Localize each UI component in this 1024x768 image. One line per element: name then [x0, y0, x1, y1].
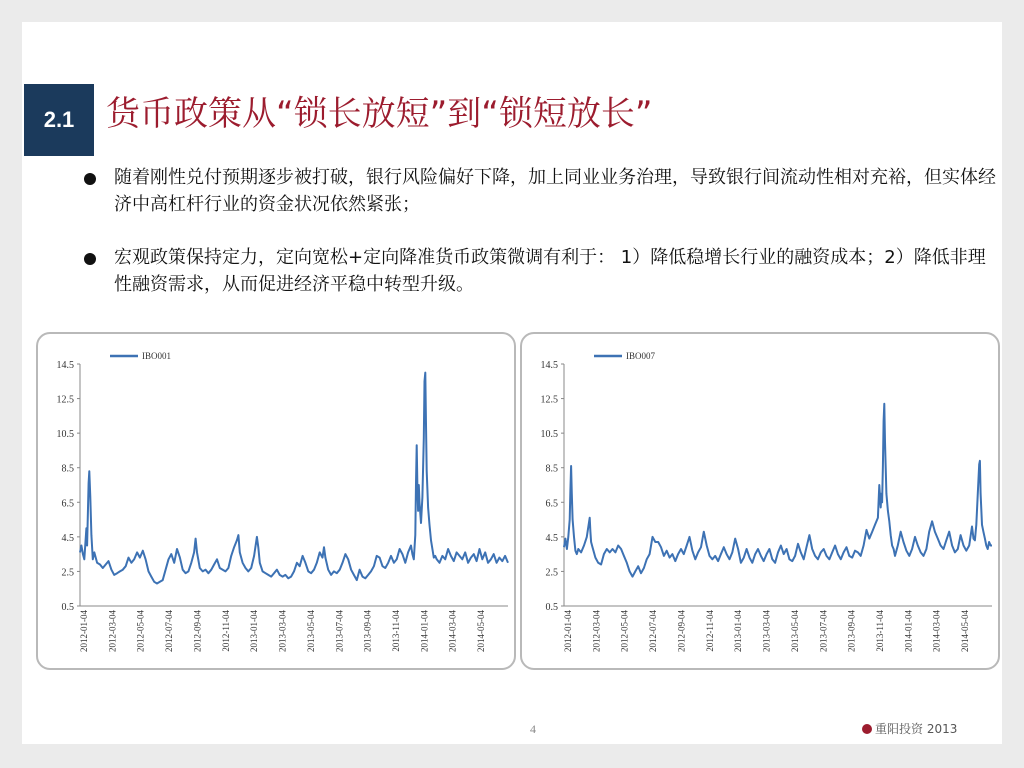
x-tick-label: 2012-05-04 — [619, 610, 630, 652]
y-tick-label: 8.5 — [61, 463, 74, 475]
page-title: 货币政策从“锁长放短”到“锁短放长” — [106, 94, 653, 134]
bullet-dot-icon — [84, 253, 96, 265]
x-tick-label: 2012-01-04 — [79, 610, 89, 652]
footer-text: 重阳投资 2013 — [875, 722, 958, 736]
chart-svg — [38, 334, 514, 668]
y-tick-label: 0.5 — [545, 602, 558, 613]
x-tick-label: 2013-05-04 — [789, 610, 800, 652]
x-tick-label: 2014-01-04 — [903, 610, 914, 652]
x-tick-label: 2014-01-04 — [419, 610, 430, 652]
x-tick-label: 2012-11-04 — [704, 610, 715, 652]
y-tick-label: 10.5 — [540, 429, 558, 441]
section-number: 2.1 — [43, 107, 75, 132]
page-number: 4 — [530, 722, 536, 736]
bullet-text: 随着刚性兑付预期逐步被打破，银行风险偏好下降，加上同业业务治理，导致银行间流动性相对充裕，但实体经济中高杠杆行业的资金状况依然紧张； — [114, 167, 996, 215]
y-tick-label: 2.5 — [61, 567, 74, 579]
legend-label: IBO007 — [626, 351, 655, 361]
y-tick-label: 4.5 — [545, 532, 558, 544]
bullet-list — [80, 164, 1000, 324]
x-tick-label: 2013-01-04 — [733, 610, 744, 652]
bullet-dot-icon — [84, 173, 96, 185]
x-tick-label: 2013-01-04 — [249, 610, 260, 652]
bullet-item — [80, 244, 1000, 298]
x-tick-label: 2014-03-04 — [931, 610, 942, 652]
company-logo-icon — [862, 724, 872, 734]
x-tick-label: 2013-11-04 — [875, 610, 886, 652]
y-tick-label: 8.5 — [545, 463, 558, 475]
series-line — [564, 404, 992, 577]
x-tick-label: 2013-03-04 — [761, 610, 772, 652]
y-tick-label: 10.5 — [56, 429, 74, 441]
x-tick-label: 2014-05-04 — [960, 610, 971, 652]
x-tick-label: 2013-05-04 — [305, 610, 316, 652]
bullet-text: 宏观政策保持定力，定向宽松+定向降准货币政策微调有利于： 1）降低稳增长行业的融资成本；2）降低非理性融资需求，从而促进经济平稳中转型升级。 — [114, 247, 986, 295]
x-tick-label: 2013-09-04 — [362, 610, 373, 652]
x-tick-label: 2012-05-04 — [135, 610, 146, 652]
series-line — [80, 373, 508, 584]
x-tick-label: 2013-03-04 — [277, 610, 288, 652]
x-tick-label: 2013-07-04 — [334, 610, 345, 652]
y-tick-label: 2.5 — [545, 567, 558, 579]
x-tick-label: 2012-07-04 — [164, 610, 175, 652]
x-tick-label: 2012-07-04 — [648, 610, 659, 652]
x-tick-label: 2012-03-04 — [107, 610, 118, 652]
y-tick-label: 6.5 — [61, 498, 74, 510]
x-tick-label: 2012-01-04 — [563, 610, 573, 652]
section-badge — [24, 84, 94, 156]
x-tick-label: 2013-11-04 — [391, 610, 402, 652]
y-tick-label: 14.5 — [540, 360, 558, 371]
footer — [862, 720, 957, 737]
y-tick-label: 14.5 — [56, 360, 74, 371]
bullet-item — [80, 164, 1000, 218]
chart-ibo001 — [36, 332, 516, 670]
x-tick-label: 2012-09-04 — [192, 610, 203, 652]
chart-ibo007 — [520, 332, 1000, 670]
x-tick-label: 2014-03-04 — [447, 610, 458, 652]
y-tick-label: 0.5 — [61, 602, 74, 613]
y-tick-label: 12.5 — [56, 394, 74, 406]
x-tick-label: 2013-07-04 — [818, 610, 829, 652]
y-tick-label: 4.5 — [61, 532, 74, 544]
y-tick-label: 12.5 — [540, 394, 558, 406]
x-tick-label: 2014-05-04 — [476, 610, 487, 652]
legend-label: IBO001 — [142, 351, 171, 361]
x-tick-label: 2013-09-04 — [846, 610, 857, 652]
x-tick-label: 2012-09-04 — [676, 610, 687, 652]
x-tick-label: 2012-11-04 — [220, 610, 231, 652]
x-tick-label: 2012-03-04 — [591, 610, 602, 652]
chart-svg — [522, 334, 998, 668]
y-tick-label: 6.5 — [545, 498, 558, 510]
